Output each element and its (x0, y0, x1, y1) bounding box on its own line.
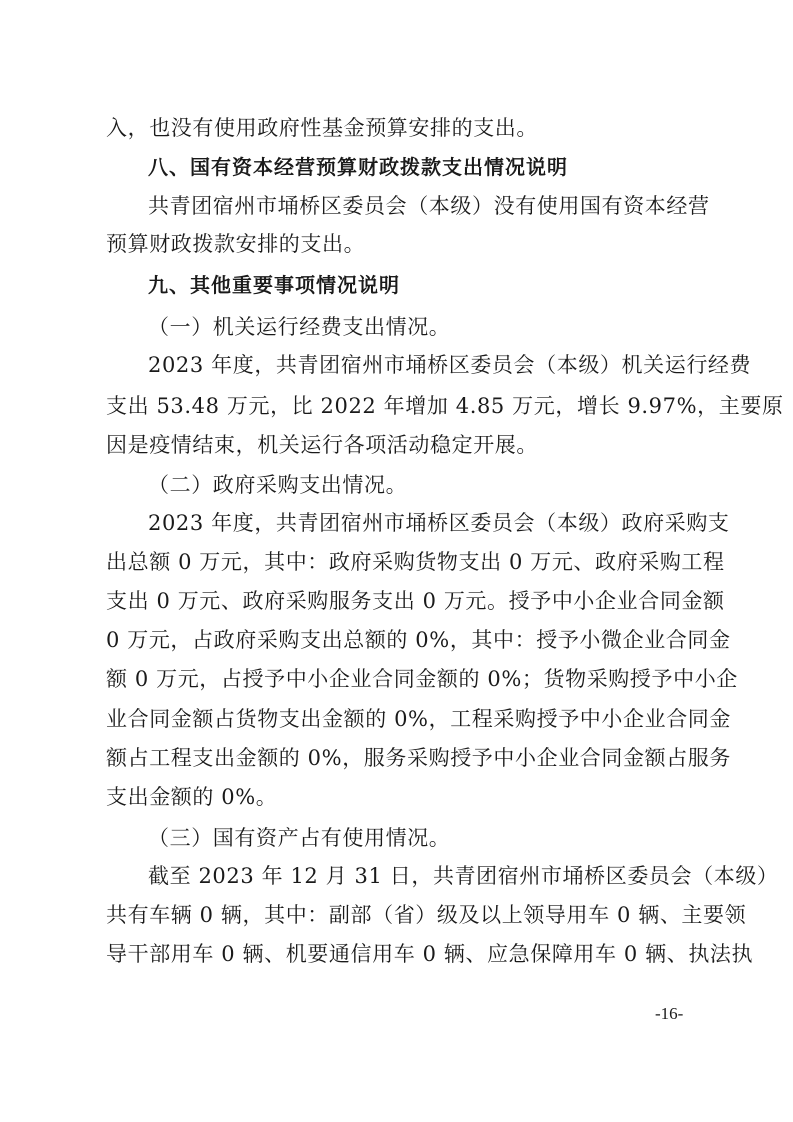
paragraph-line: 出总额 0 万元，其中：政府采购货物支出 0 万元、政府采购工程 (106, 550, 725, 574)
paragraph-line: 额占工程支出金额的 0%，服务采购授予中小企业合同金额占服务 (106, 746, 731, 770)
subsection-heading-1: （一）机关运行经费支出情况。 (148, 315, 451, 339)
page-number: -16- (655, 1004, 684, 1023)
subsection-heading-2: （二）政府采购支出情况。 (148, 473, 408, 497)
paragraph-line: 共有车辆 0 辆，其中：副部（省）级及以上领导用车 0 辆、主要领 (106, 903, 747, 927)
paragraph-line: 2023 年度，共青团宿州市埇桥区委员会（本级）机关运行经费 (148, 353, 752, 377)
section-heading-9: 九、其他重要事项情况说明 (148, 273, 400, 297)
paragraph-line: 0 万元，占政府采购支出总额的 0%，其中：授予小微企业合同金 (106, 628, 731, 652)
paragraph-line: 支出金额的 0%。 (106, 785, 278, 809)
paragraph-line: 2023 年度，共青团宿州市埇桥区委员会（本级）政府采购支 (148, 511, 730, 535)
subsection-heading-3: （三）国有资产占有使用情况。 (148, 826, 451, 850)
paragraph-line: 因是疫情结束，机关运行各项活动稳定开展。 (106, 433, 538, 457)
paragraph-line: 支出 0 万元、政府采购服务支出 0 万元。授予中小企业合同金额 (106, 589, 725, 613)
paragraph-line: 截至 2023 年 12 月 31 日，共青团宿州市埇桥区委员会（本级） (148, 864, 779, 888)
paragraph-line: 业合同金额占货物支出金额的 0%，工程采购授予中小企业合同金 (106, 707, 731, 731)
paragraph-line: 入，也没有使用政府性基金预算安排的支出。 (106, 116, 538, 140)
paragraph-line: 支出 53.48 万元，比 2022 年增加 4.85 万元，增长 9.97%，主要原 (106, 394, 784, 418)
paragraph-line: 额 0 万元，占授予中小企业合同金额的 0%；货物采购授予中小企 (106, 667, 738, 691)
paragraph-line: 导干部用车 0 辆、机要通信用车 0 辆、应急保障用车 0 辆、执法执 (106, 942, 754, 966)
paragraph-line: 共青团宿州市埇桥区委员会（本级）没有使用国有资本经营 (148, 194, 710, 218)
section-heading-8: 八、国有资本经营预算财政拨款支出情况说明 (148, 155, 568, 179)
paragraph-line: 预算财政拨款安排的支出。 (106, 232, 366, 256)
